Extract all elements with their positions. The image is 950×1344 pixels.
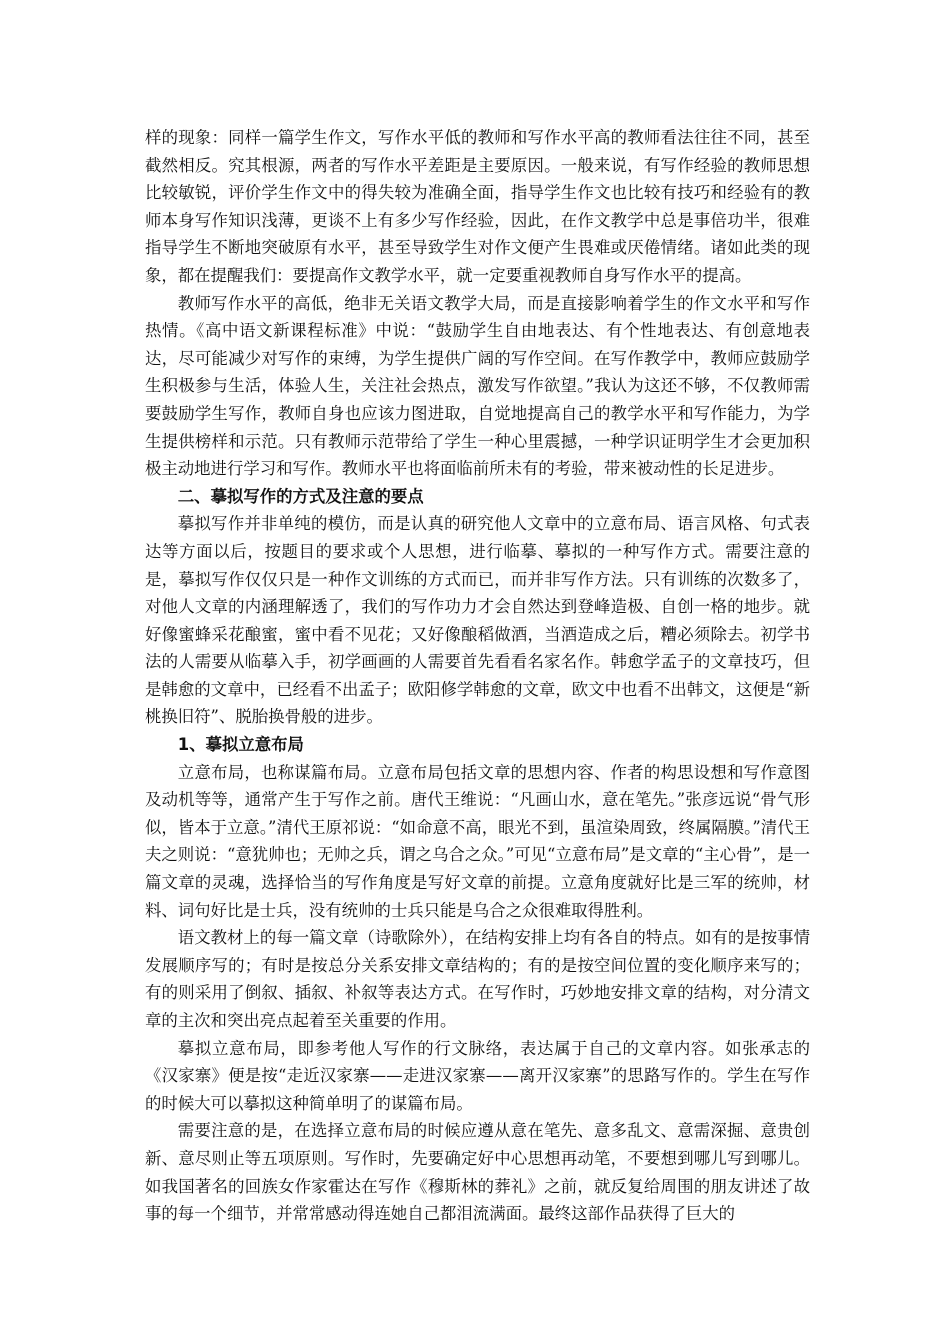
document-page	[145, 124, 810, 1228]
section-heading-2: 二、摹拟写作的方式及注意的要点	[177, 486, 424, 506]
paragraph-layout-concept: 立意布局，也称谋篇布局。立意布局包括文章的思想内容、作者的构思设想和写作意图及动机等等，通常产生于写作之前。唐代王维说：“凡画山水，意在笔先。”张彦远说“骨气形似，皆本于立意。”清代王原祁说：“如命意不高，眼光不到，虽渲染周致，终属隔膜。”清代王夫之则说：“意犹帅也；无帅之兵，谓之乌合之众。”可见“立意布局”是文章的“主心骨”，是一篇文章的灵魂，选择恰当的写作角度是写好文章的前提。立意角度就好比是三军的统帅，材料、词句好比是士兵，没有统帅的士兵只能是乌合之众很难取得胜利。	[145, 762, 810, 920]
paragraph-imitation-writing: 摹拟写作并非单纯的模仿，而是认真的研究他人文章中的立意布局、语言风格、句式表达等方面以后，按题目的要求或个人思想，进行临摹、摹拟的一种写作方式。需要注意的是，摹拟写作仅仅只是一种作文训练的方式而已，而并非写作方法。只有训练的次数多了，对他人文章的内涵理解透了，我们的写作功力才会自然达到登峰造极、自创一格的地步。就好像蜜蜂采花酿蜜，蜜中看不见花；又好像酿稻做酒，当酒造成之后，糟必须除去。初学书法的人需要从临摹入手，初学画画的人需要首先看看名家名作。韩愈学孟子的文章技巧，但是韩愈的文章中，已经看不出孟子；欧阳修学韩愈的文章，欧文中也看不出韩文，这便是“新桃换旧符”、脱胎换骨般的进步。	[145, 514, 810, 727]
subsection-heading-1: 1、摹拟立意布局	[177, 735, 304, 755]
paragraph-continued: 样的现象：同样一篇学生作文，写作水平低的教师和写作水平高的教师看法往往不同，甚至截然相反。究其根源，两者的写作水平差距是主要原因。一般来说，有写作经验的教师思想比较敏锐，评价学生作文中的得失较为准确全面，指导学生作文也比较有技巧和经验有的教师本身写作知识浅薄，更谈不上有多少写作经验，因此，在作文教学中总是事倍功半，很难指导学生不断地突破原有水平，甚至导致学生对作文便产生畏难或厌倦情绪。诸如此类的现象，都在提醒我们：要提高作文教学水平，就一定要重视教师自身写作水平的提高。	[145, 128, 810, 285]
paragraph-textbook-structure: 语文教材上的每一篇文章（诗歌除外），在结构安排上均有各自的特点。如有的是按事情发展顺序写的；有时是按总分关系安排文章结构的；有的是按空间位置的变化顺序来写的；有的则采用了倒叙、插叙、补叙等表达方式。在写作时，巧妙地安排文章的结构，对分清文章的主次和突出亮点起着至关重要的作用。	[145, 928, 810, 1030]
paragraph-teacher-writing: 教师写作水平的高低，绝非无关语文教学大局，而是直接影响着学生的作文水平和写作热情。《高中语文新课程标准》中说：“鼓励学生自由地表达、有个性地表达、有创意地表达，尽可能减少对写作的束缚，为学生提供广阔的写作空间。在写作教学中，教师应鼓励学生积极参与生活，体验人生，关注社会热点，激发写作欲望。”我认为这还不够，不仅教师需要鼓励学生写作，教师自身也应该力图进取，自觉地提高自己的教学水平和写作能力，为学生提供榜样和示范。只有教师示范带给了学生一种心里震撼，一种学识证明学生才会更加积极主动地进行学习和写作。教师水平也将面临前所未有的考验，带来被动性的长足进步。	[145, 293, 810, 479]
paragraph-imitate-layout: 摹拟立意布局，即参考他人写作的行文脉络，表达属于自己的文章内容。如张承志的《汉家寨》便是按“走近汉家寨——走进汉家寨——离开汉家寨”的思路写作的。学生在写作的时候大可以摹拟这种简单明了的谋篇布局。	[145, 1038, 810, 1113]
paragraph-principles: 需要注意的是，在选择立意布局的时候应遵从意在笔先、意多乱文、意需深掘、意贵创新、意尽则止等五项原则。写作时，先要确定好中心思想再动笔，不要想到哪儿写到哪儿。如我国著名的回族女作家霍达在写作《穆斯林的葬礼》之前，就反复给周围的朋友讲述了故事的每一个细节，并常常感动得连她自己都泪流满面。最终这部作品获得了巨大的	[145, 1121, 810, 1224]
